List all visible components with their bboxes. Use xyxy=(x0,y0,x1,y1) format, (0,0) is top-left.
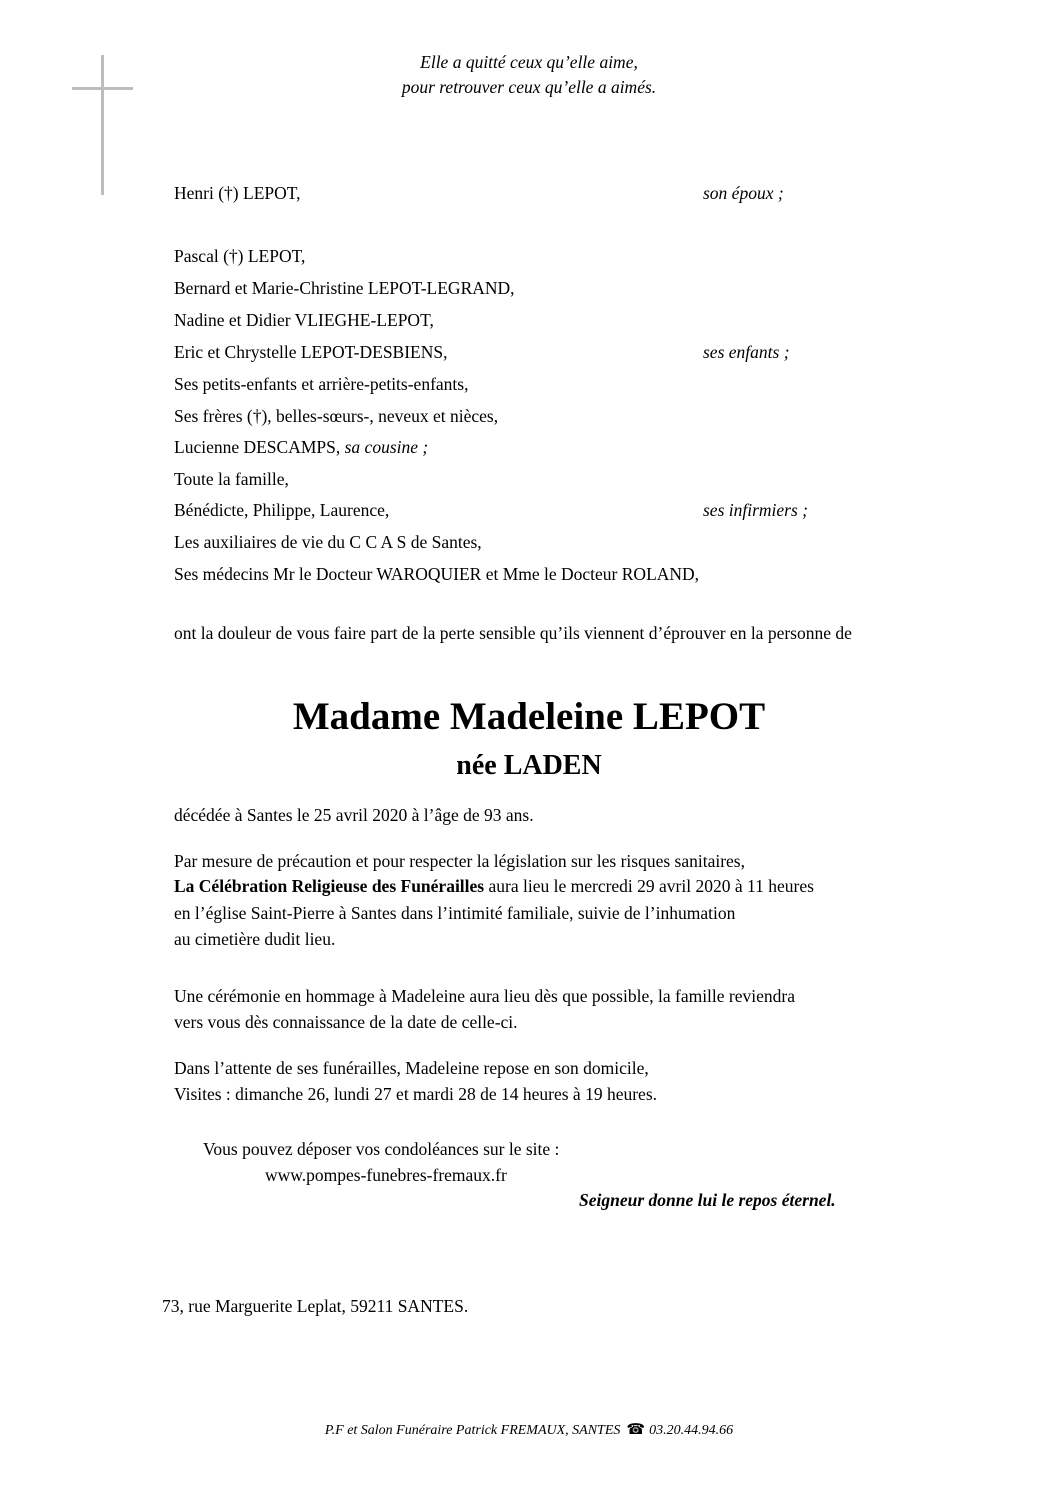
visits-line-2: Visites : dimanche 26, lundi 27 et mardi 28 de 14 heures à 19 heures. xyxy=(174,1084,658,1104)
child-4: Eric et Chrystelle LEPOT-DESBIENS, xyxy=(174,342,448,362)
doctors: Ses médecins Mr le Docteur WAROQUIER et Mme le Docteur ROLAND, xyxy=(174,564,700,584)
telephone-icon: ☎ xyxy=(626,1422,646,1438)
epigraph-line-1: Elle a quitté ceux qu’elle aime, xyxy=(420,52,638,72)
tribute-line-1: Une cérémonie en hommage à Madeleine aura lieu dès que possible, la famille reviendra xyxy=(174,986,795,1006)
prayer: Seigneur donne lui le repos éternel. xyxy=(579,1190,836,1210)
child-3: Nadine et Didier VLIEGHE-LEPOT, xyxy=(174,310,434,330)
auxiliaries: Les auxiliaires de vie du C C A S de Santes, xyxy=(174,532,482,552)
nurses-relation: ses infirmiers ; xyxy=(703,500,808,520)
cousin-name: Lucienne DESCAMPS, xyxy=(174,437,345,457)
deceased-name: Madame Madeleine LEPOT xyxy=(292,695,766,738)
cousin-line xyxy=(174,437,428,458)
child-2: Bernard et Marie-Christine LEPOT-LEGRAND, xyxy=(174,278,515,298)
condolences-url[interactable]: www.pompes-funebres-fremaux.fr xyxy=(265,1165,507,1185)
child-1: Pascal (†) LEPOT, xyxy=(174,246,306,266)
footer-phone: 03.20.44.94.66 xyxy=(649,1423,734,1438)
tribute-line-2: vers vous dès connaissance de la date de celle-ci. xyxy=(174,1012,518,1032)
spouse-relation: son époux ; xyxy=(703,183,784,203)
ceremony-line-4: au cimetière dudit lieu. xyxy=(174,929,336,949)
visits-line-1: Dans l’attente de ses funérailles, Madeleine repose en son domicile, xyxy=(174,1058,649,1078)
announcement: ont la douleur de vous faire part de la perte sensible qu’ils viennent d’éprouver en la personne de xyxy=(174,623,852,643)
nurses: Bénédicte, Philippe, Laurence, xyxy=(174,500,390,520)
condolences-line: Vous pouvez déposer vos condoléances sur le site : xyxy=(203,1139,560,1159)
ceremony-date: aura lieu le mercredi 29 avril 2020 à 11 heures xyxy=(484,876,814,896)
footer xyxy=(0,1420,1058,1439)
cross-vertical-bar xyxy=(101,55,104,195)
whole-family: Toute la famille, xyxy=(174,469,289,489)
footer-text: P.F et Salon Funéraire Patrick FREMAUX, SANTES xyxy=(324,1423,621,1438)
ceremony-line-1: Par mesure de précaution et pour respecter la législation sur les risques sanitaires, xyxy=(174,851,745,871)
cousin-relation: sa cousine ; xyxy=(344,437,429,457)
siblings: Ses frères (†), belles-sœurs-, neveux et nièces, xyxy=(174,406,499,426)
ceremony-line-2 xyxy=(174,876,814,897)
address: 73, rue Marguerite Leplat, 59211 SANTES. xyxy=(162,1296,469,1316)
ceremony-title: La Célébration Religieuse des Funérailles xyxy=(174,876,485,896)
ceremony-line-3: en l’église Saint-Pierre à Santes dans l’intimité familiale, suivie de l’inhumation xyxy=(174,903,736,923)
children-relation: ses enfants ; xyxy=(703,342,790,362)
death-info: décédée à Santes le 25 avril 2020 à l’âge de 93 ans. xyxy=(174,805,534,825)
epigraph-line-2: pour retrouver ceux qu’elle a aimés. xyxy=(401,77,657,97)
deceased-maiden-name: née LADEN xyxy=(456,750,602,781)
grandchildren: Ses petits-enfants et arrière-petits-enfants, xyxy=(174,374,469,394)
spouse-name: Henri (†) LEPOT, xyxy=(174,183,301,203)
